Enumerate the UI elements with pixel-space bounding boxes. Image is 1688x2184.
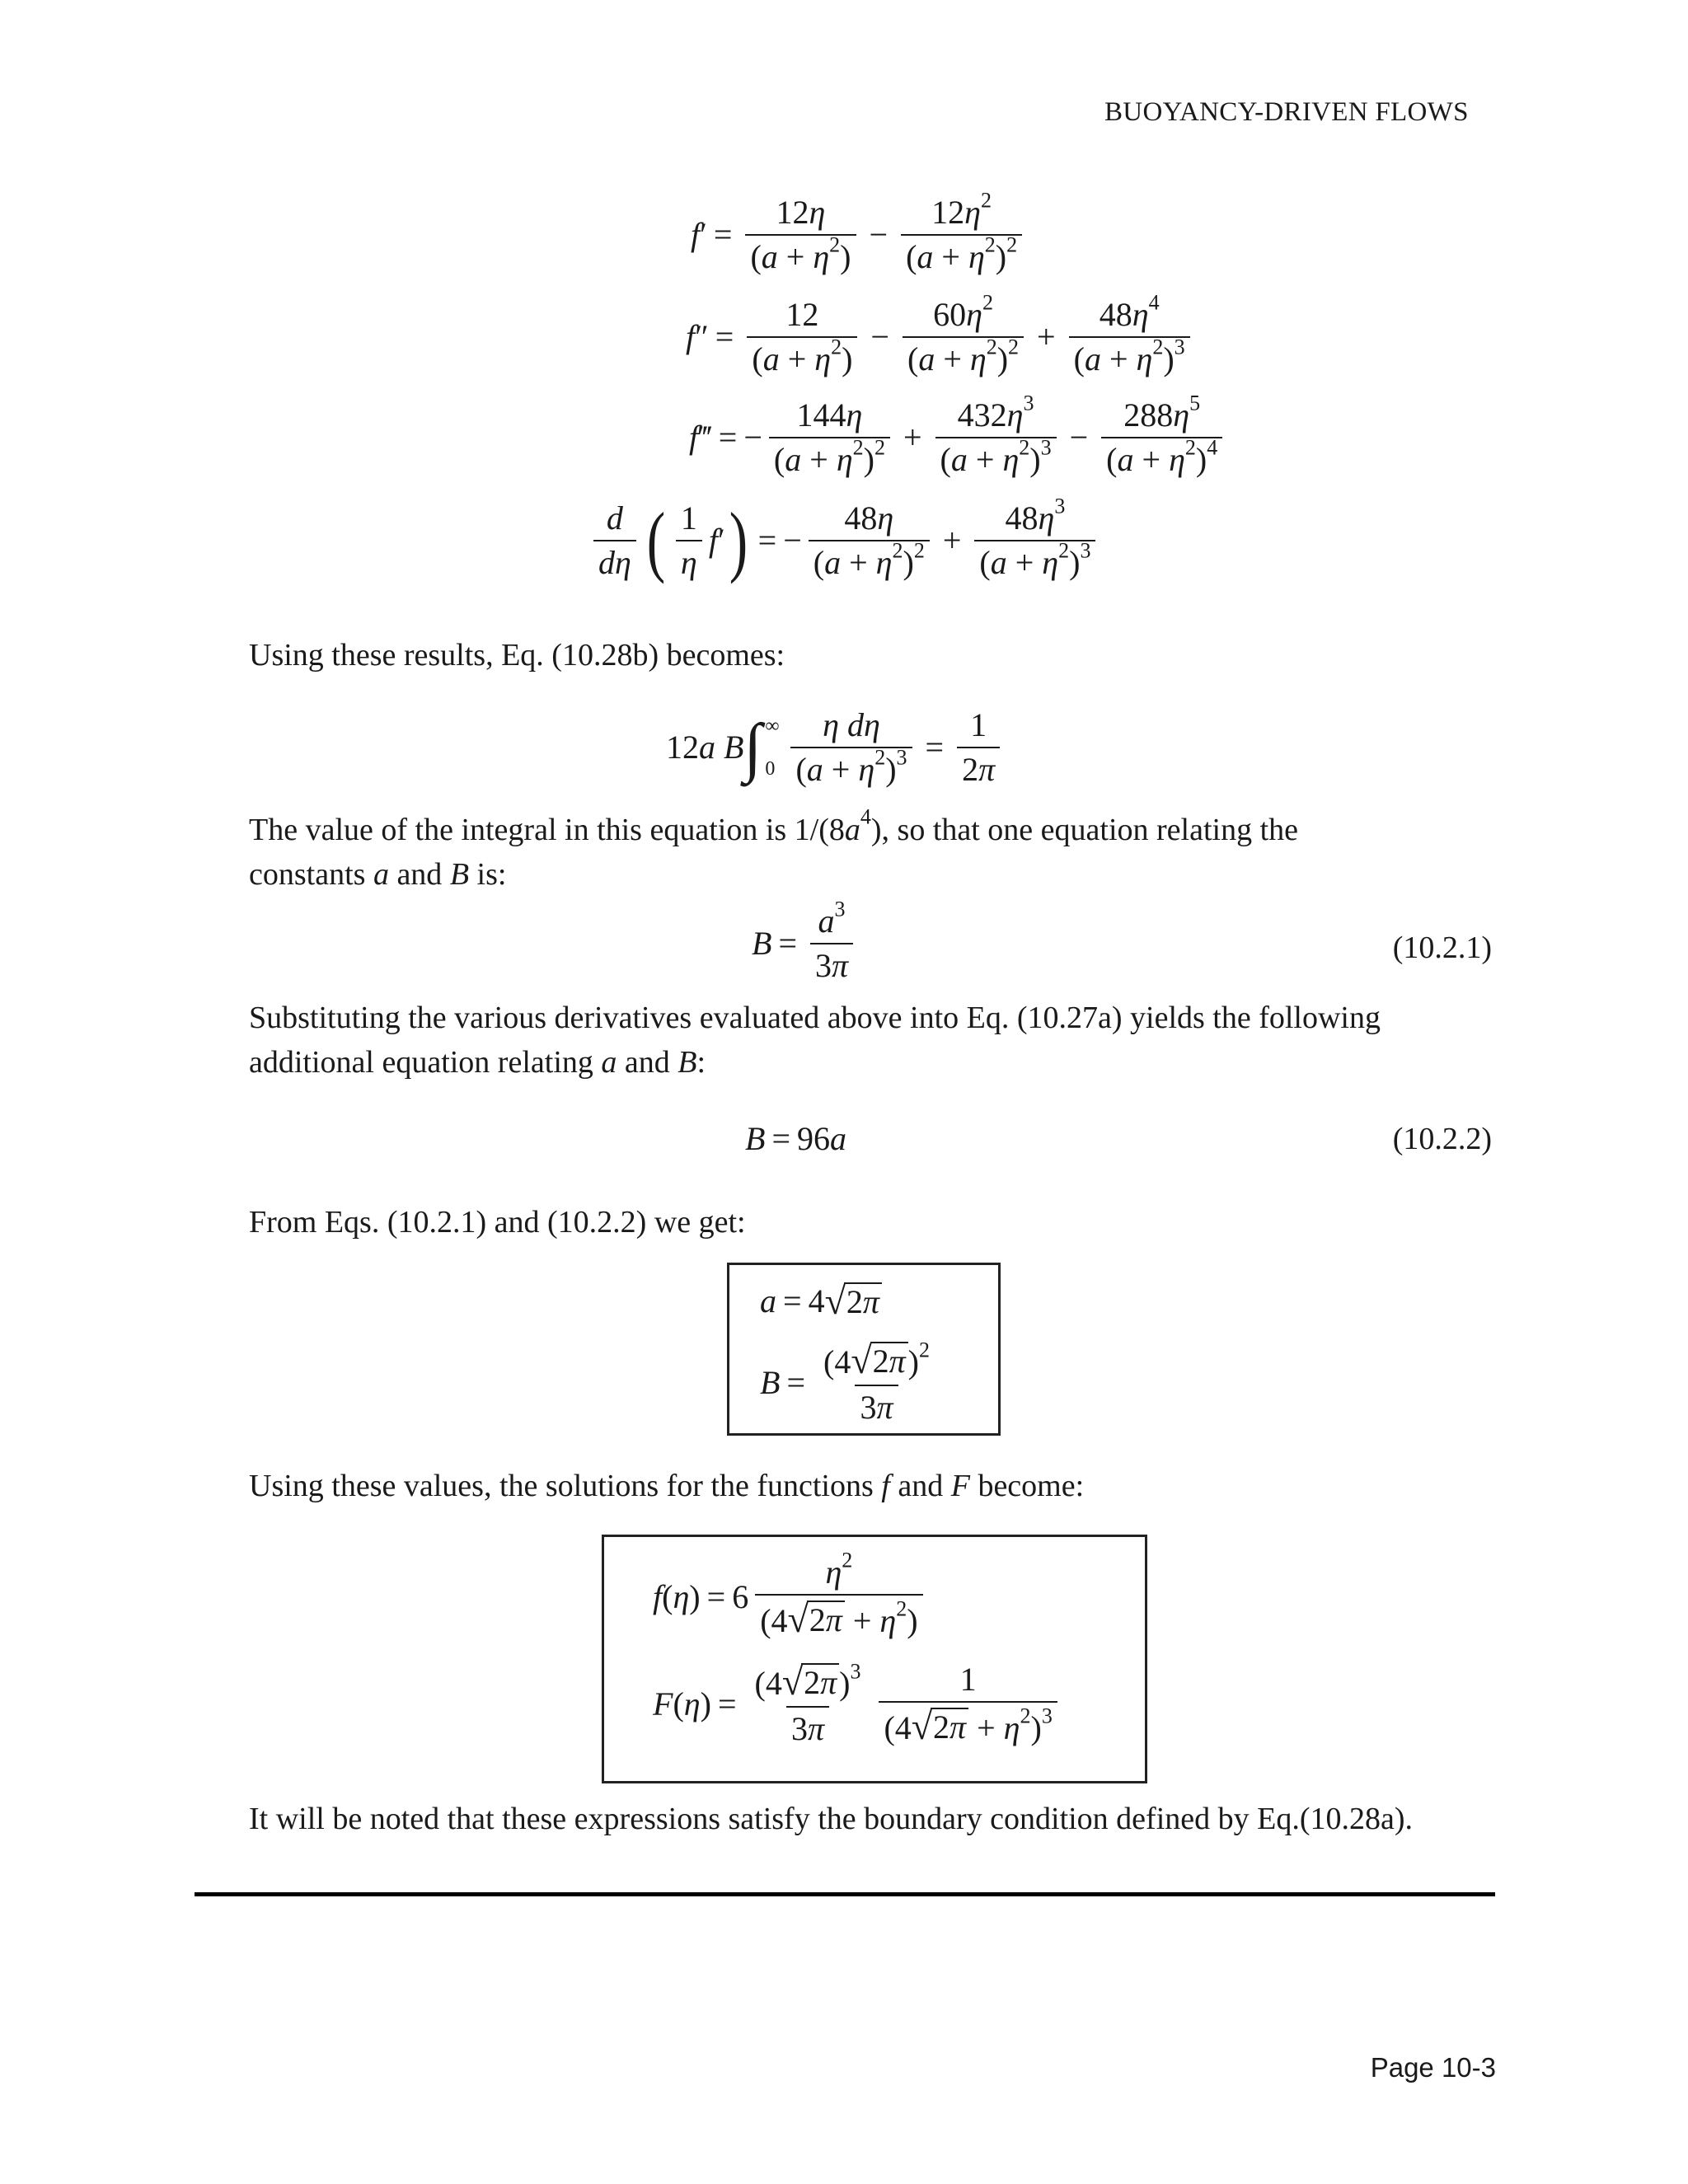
equation-f-eta: f ( η ) = 6 $\eta^2$ (4 √ 2π + $\eta^2$) <box>653 1556 930 1638</box>
equation-10-2-2: B = 96 a <box>745 1120 846 1157</box>
paragraph-2-text-a: The value of the integral in this equation is 1/(8 <box>249 813 845 847</box>
page-header: BUOYANCY-DRIVEN FLOWS <box>1104 97 1469 127</box>
equation-f-triple-prime: f ‴ = − $\frac{144\eta}{(a + \eta^2)^2}$ + $\frac{432\eta^3}{(a + \eta^2)^3}$ − $\frac{288\eta^5}{(a + \eta^2)^4}$ <box>689 399 1229 476</box>
equation-integral: 12 a B ∫ ∞ 0 $\frac{\text{η dη}}{(a + \eta^2)^3}$ = $\frac{1}{2\pi}$ <box>666 709 1006 786</box>
paragraph-2-text-c: constants <box>249 857 366 892</box>
paragraph-2-text-d: and <box>396 857 443 892</box>
paragraph-2-text-b: ), so that one equation relating the <box>870 813 1298 847</box>
paragraph-3-text-a: Substituting the various derivatives evaluated above into Eq. (10.27a) yields the following <box>249 1001 1381 1035</box>
paragraph-4: From Eqs. (10.2.1) and (10.2.2) we get: <box>249 1205 746 1240</box>
paragraph-3-text-d: : <box>696 1045 706 1080</box>
paragraph-6: It will be noted that these expressions satisfy the boundary condition defined by Eq.(10.28a). <box>249 1802 1414 1836</box>
paragraph-3: Substituting the various derivatives evaluated above into Eq. (10.27a) yields the following additional equation relating a and B: <box>249 1001 1381 1080</box>
equation-number-1: (10.2.1) <box>1392 930 1492 965</box>
paragraph-5: Using these values, the solutions for the functions f and F become: <box>249 1469 1085 1503</box>
equation-b-value: B = (4 √ 2π )$^2$ 3π <box>760 1338 930 1426</box>
equation-f-prime: f ′ = $\frac{12\eta}{(a + \eta^2)}$ − $\frac{12\eta^2}{(a + \eta^2)^2}$ <box>691 196 1029 274</box>
equation-a-value: a = 4 √ 2π <box>760 1282 882 1320</box>
equation-10-2-1: B = $\frac{a^3}{3\pi}$ <box>752 905 860 982</box>
paragraph-3-text-c: and <box>624 1045 670 1080</box>
paragraph-2-text-e: is: <box>476 857 507 892</box>
paragraph-5-text-a: Using these values, the solutions for the functions <box>249 1469 874 1503</box>
section-divider <box>195 1892 1495 1896</box>
paragraph-3-text-b: additional equation relating <box>249 1045 593 1080</box>
page-number: Page 10-3 <box>1370 2052 1496 2083</box>
paragraph-1: Using these results, Eq. (10.28b) becomes: <box>249 638 785 673</box>
paragraph-5-text-c: become: <box>978 1469 1085 1503</box>
paragraph-5-text-b: and <box>898 1469 944 1503</box>
equation-derivative-f-over-eta: $\frac{d}{d\eta}$ ( $\frac{1}{\eta}$ f ′ ) = − $\frac{48\eta}{(a + \eta^2)^2}$ + $\frac{48\eta^3}{(a + \eta^2)^3}$ <box>587 501 1102 580</box>
equation-f-double-prime: f ″ = $\frac{12}{(a + \eta^2)}$ − $\frac{60\eta^2}{(a + \eta^2)^2}$ + $\frac{48\eta^4}{(a + \eta^2)^3}$ <box>686 298 1197 376</box>
paragraph-2: The value of the integral in this equation is $1/(8a^4)$, so that one equation relating the constants a and B is: <box>249 804 1298 892</box>
equation-capital-f-eta: F ( η ) = (4 √ 2π )$^3$ 3π 1 (4 √ 2π + $\eta^2)^3$ <box>653 1663 1064 1746</box>
equation-number-2: (10.2.2) <box>1392 1122 1492 1156</box>
